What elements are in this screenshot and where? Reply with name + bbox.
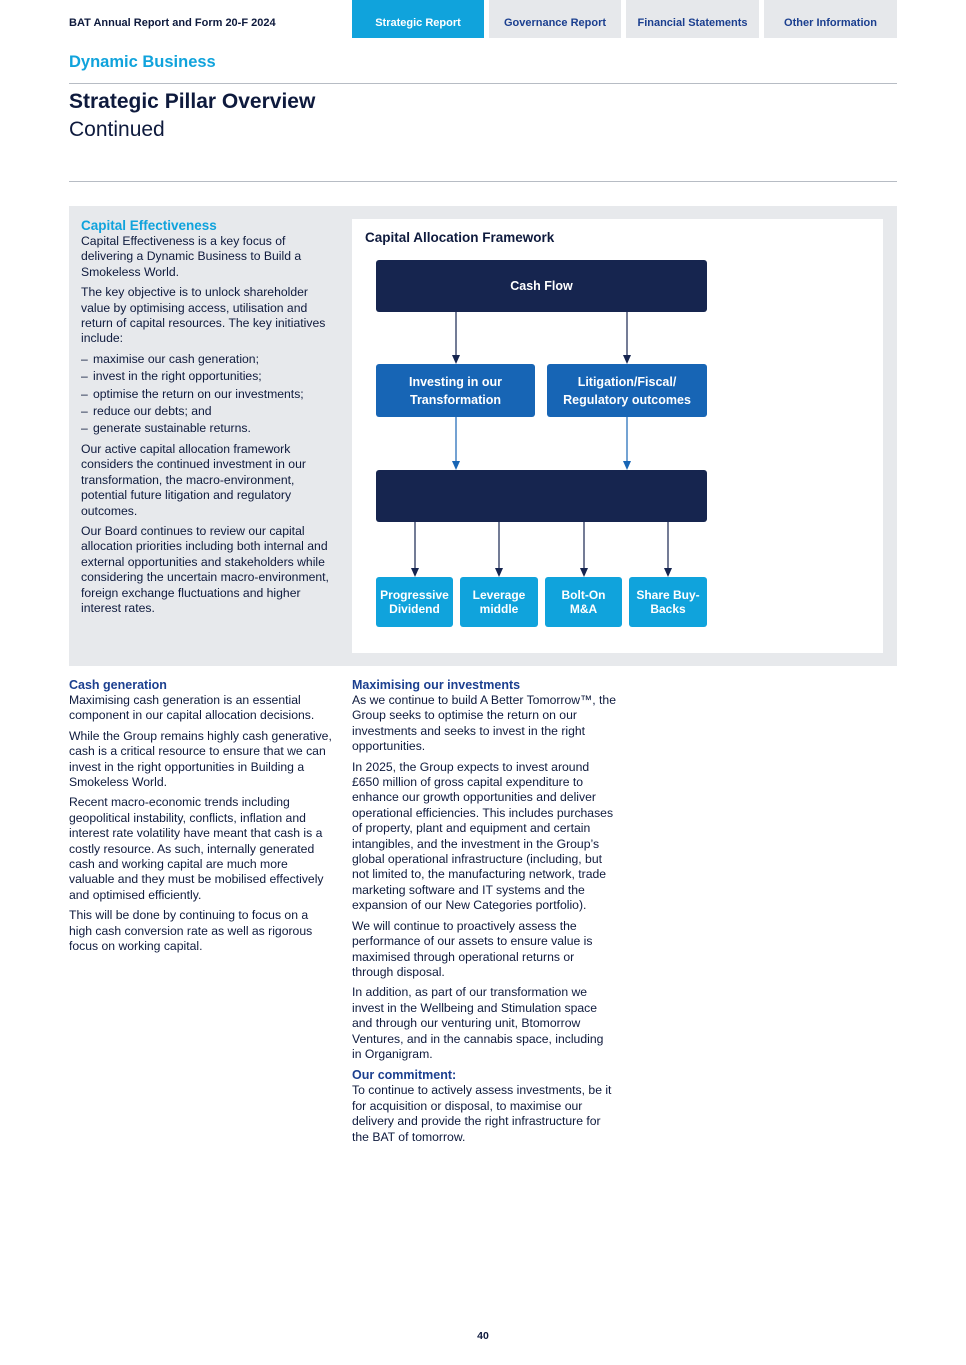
page-subtitle: Continued (69, 118, 165, 141)
dash-bullet: – (81, 369, 88, 384)
list-item (81, 387, 339, 402)
tab-strategic-report[interactable]: Strategic Report (352, 0, 484, 38)
dash-bullet: – (81, 386, 88, 401)
paragraph: The key objective is to unlock shareholder value by optimising access, utilisation and return of capital resources. The key initiatives include: (81, 285, 326, 346)
share-buybacks-box (629, 577, 707, 627)
paragraph: We will continue to proactively assess the performance of our assets to ensure value is maximised through operational returns or through disposal. (352, 918, 593, 979)
cash-generation-heading: Cash generation (69, 678, 167, 692)
commitment-heading: Our commitment: (352, 1068, 457, 1083)
commitment-text: To continue to actively assess investments, be it for acquisition or disposal, to maximise our delivery and provide the right infrastructure for the BAT of tomorrow. (352, 1083, 612, 1144)
capital-effectiveness-text (81, 217, 339, 621)
page-title: Strategic Pillar Overview (69, 90, 316, 113)
paragraph: In 2025, the Group expects to invest around £650 million of gross capital expenditure to enhance our growth opportunities and deliver operational efficiencies. This includes purchases of property, plant and equipment and certain intangibles, and the investment in the Group’s global operational infrastructure (including, but not limited to, the manufacturing network, trade marketing software and IT systems and the expansion of our New Categories portfolio). (352, 759, 614, 913)
divider (69, 83, 897, 84)
initiatives-list (81, 352, 339, 437)
list-item (81, 352, 339, 367)
divider (69, 181, 897, 182)
paragraph: Maximising cash generation is an essential component in our capital allocation decisions. (69, 693, 315, 723)
list-item-text: reduce our debts; and (93, 404, 212, 419)
cash-flow-label: Cash Flow (510, 279, 573, 293)
paragraph: This will be done by continuing to focus on a high cash conversion rate as well as rigorous focus on working capital. (69, 908, 313, 954)
outcome-label: Bolt-On M&A (561, 587, 606, 616)
litigation-box (547, 364, 707, 417)
list-item-text: optimise the return on our investments; (93, 386, 304, 401)
section-label: Dynamic Business (69, 53, 216, 71)
dash-bullet: – (81, 404, 88, 419)
list-item-text: maximise our cash generation; (93, 351, 259, 366)
outcome-label: Progressive Dividend (380, 587, 449, 616)
tab-governance-report[interactable]: Governance Report (489, 0, 621, 38)
list-item-text: invest in the right opportunities; (93, 369, 262, 384)
paragraph: While the Group remains highly cash generative, cash is a critical resource to ensure that we can invest in the right opportunities in Building a Smokeless World. (69, 728, 332, 790)
list-item-text: generate sustainable returns. (93, 421, 251, 436)
dash-bullet: – (81, 351, 88, 366)
list-item (81, 421, 339, 436)
investments-heading: Maximising our investments (352, 678, 521, 692)
investments-section (352, 677, 616, 1150)
paragraph: As we continue to build A Better Tomorrow™, the Group seeks to optimise the return on our investments and seeks to invest in the right opportunities. (352, 693, 616, 754)
page-number: 40 (477, 1330, 489, 1342)
investing-label: Investing in our Transformation (408, 374, 503, 407)
framework-title: Capital Allocation Framework (365, 230, 555, 245)
progressive-dividend-box (376, 577, 453, 627)
allocation-box (376, 470, 707, 522)
capital-effectiveness-heading: Capital Effectiveness (81, 218, 217, 233)
leverage-box (460, 577, 538, 627)
outcome-label: Leverage middle (472, 587, 526, 616)
paragraph: Our active capital allocation framework considers the continued investment in our transformation, the macro-environment, potential future litigation and regulatory outcomes. (81, 441, 306, 518)
paragraph: Capital Effectiveness is a key focus of delivering a Dynamic Business to Build a Smokeless World. (81, 234, 302, 279)
investing-box (376, 364, 535, 417)
document-title: BAT Annual Report and Form 20-F 2024 (69, 17, 276, 29)
cash-generation-section (69, 677, 334, 960)
dash-bullet: – (81, 421, 88, 436)
cash-flow-box (376, 260, 707, 312)
paragraph: In addition, as part of our transformation we invest in the Wellbeing and Stimulation space and through our venturing unit, Btomorrow Ventures, and in the cannabis space, including in Organigram. (352, 985, 604, 1061)
outcome-label: Share Buy-Backs (636, 587, 700, 616)
paragraph: Recent macro-economic trends including geopolitical instability, conflicts, inflation and interest rate volatility have meant that cash is a costly resource. As such, internally generated cash and working capital are much more valuable and they must be mobilised effectively and optimised efficiently. (69, 795, 324, 902)
list-item (81, 404, 339, 419)
tab-financial-statements[interactable]: Financial Statements (626, 0, 759, 38)
litigation-label: Litigation/Fiscal/ Regulatory outcomes (563, 374, 691, 407)
tab-other-information[interactable]: Other Information (764, 0, 897, 38)
paragraph: Our Board continues to review our capital allocation priorities including both internal and external opportunities and stakeholders while considering the uncertain macro-environment, foreign exchange fluctuations and higher interest rates. (81, 523, 329, 615)
list-item (81, 369, 339, 384)
bolt-on-box (545, 577, 622, 627)
